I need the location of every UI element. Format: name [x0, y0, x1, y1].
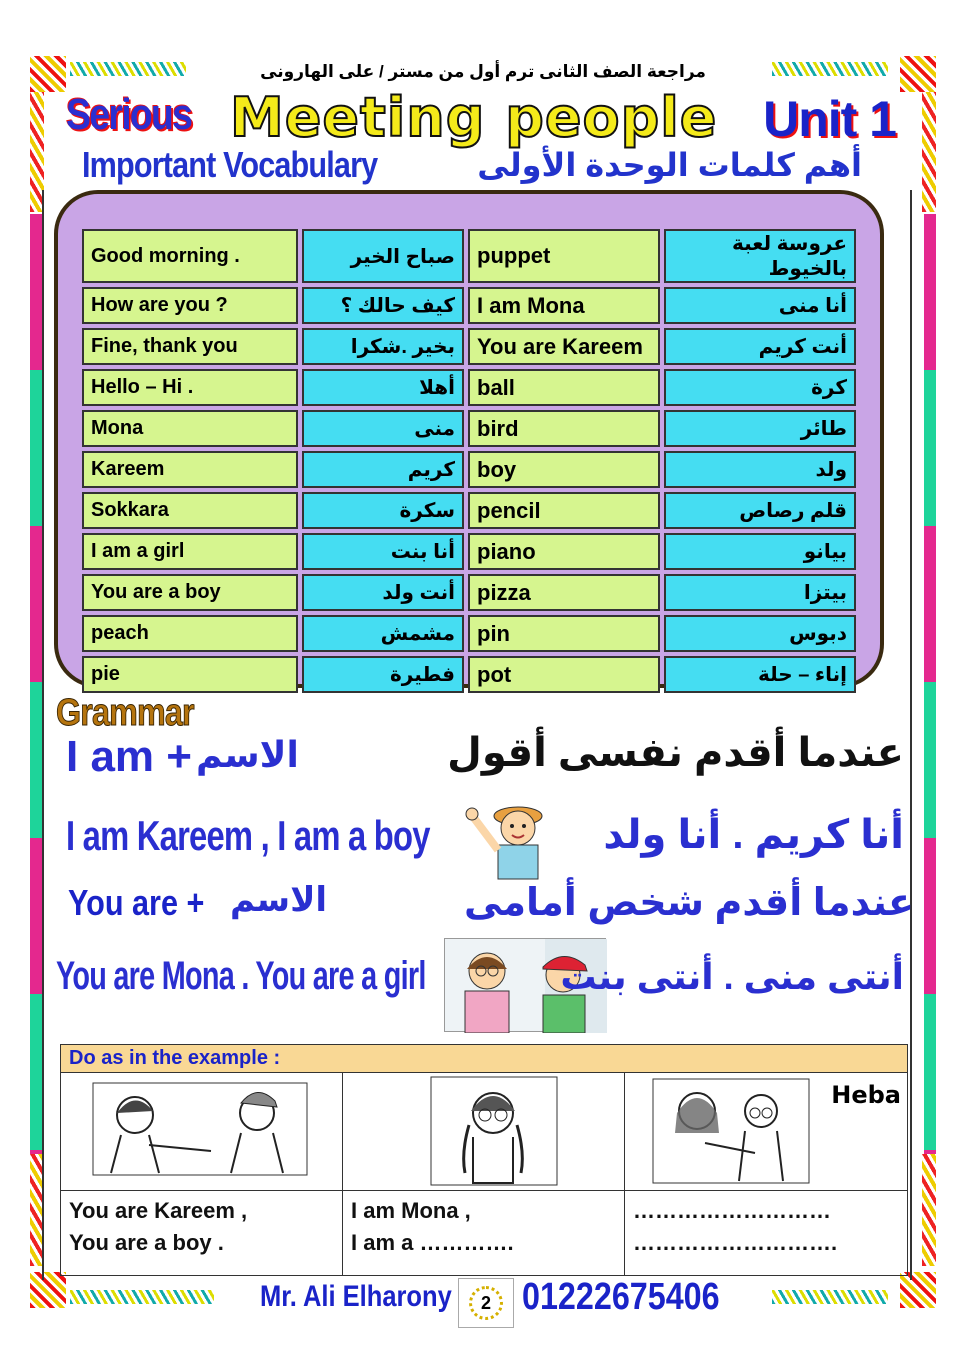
- vocab-row: [82, 369, 856, 406]
- page-number: 2: [469, 1286, 503, 1320]
- exercise-box: [60, 1044, 908, 1276]
- vocab-ar-meaning: بيانو: [664, 533, 856, 570]
- vocab-row: [82, 574, 856, 611]
- grammar-line3-en: You are +: [68, 882, 205, 923]
- exercise-cell-heba: [625, 1073, 907, 1275]
- vocab-heading-ar: أهم كلمات الوحدة الأولى: [477, 147, 862, 183]
- vocab-row: [82, 615, 856, 652]
- vocab-ar-meaning: كرة: [664, 369, 856, 406]
- frame-line: [910, 190, 912, 1280]
- vocab-ar-meaning: أهلا: [302, 369, 464, 406]
- vocab-heading: [82, 144, 862, 190]
- vocab-en-word: boy: [468, 451, 660, 488]
- vocab-ar-meaning: كيف حالك ؟: [302, 287, 464, 324]
- grammar-line3-ar: الاسم: [230, 881, 328, 919]
- vocab-en-word: How are you ?: [82, 287, 298, 324]
- vocab-ar-meaning: كريم: [302, 451, 464, 488]
- page-header-text: مراجعة الصف الثانى ترم أول من مستر / على الهارونى: [260, 62, 706, 81]
- vocab-row: [82, 492, 856, 529]
- vocab-heading-en: Important Vocabulary: [82, 144, 378, 185]
- vocab-row: [82, 410, 856, 447]
- grammar-title: Grammar: [56, 692, 194, 734]
- boy-waving-illustration: [456, 788, 574, 880]
- heba-name-label: Heba: [831, 1081, 901, 1109]
- vocab-ar-meaning: ولد: [664, 451, 856, 488]
- exercise-answer-heba: [625, 1191, 907, 1263]
- vocab-en-word: Good morning .: [82, 229, 298, 283]
- grammar-line1-ar-note: عندما أقدم نفسى أقول: [447, 731, 904, 775]
- border-right-top-deco: [922, 92, 936, 212]
- vocab-en-word: You are a boy: [82, 574, 298, 611]
- vocab-row: [82, 328, 856, 365]
- title-row: [66, 86, 896, 149]
- series-label: Serious: [66, 90, 192, 139]
- exercise-instruction: Do as in the example :: [61, 1045, 907, 1073]
- grammar-line2-ar: أنا كريم . أنا ولد: [603, 813, 904, 857]
- pointing-girls-illustration: [625, 1073, 907, 1191]
- page-footer: [0, 1276, 966, 1332]
- vocab-ar-meaning: قلم رصاص: [664, 492, 856, 529]
- vocab-ar-meaning: صباح الخير: [302, 229, 464, 283]
- page-number-badge: [458, 1278, 514, 1328]
- vocab-ar-meaning: سكرة: [302, 492, 464, 529]
- vocab-ar-meaning: بيتزا: [664, 574, 856, 611]
- vocab-row: [82, 287, 856, 324]
- border-right-strip: [924, 214, 936, 1154]
- grammar-line4-ar: أنتى منى . أنتى بنت: [560, 956, 904, 997]
- exercise-cell-mona: [343, 1073, 625, 1275]
- exercise-grid: [61, 1073, 907, 1275]
- grammar-line4-en: You are Mona . You are a girl: [56, 954, 426, 998]
- vocab-ar-meaning: أنا منى: [664, 287, 856, 324]
- vocab-en-word: pin: [468, 615, 660, 652]
- pointing-boys-illustration: [61, 1073, 342, 1191]
- exercise-line: You are a boy .: [69, 1230, 224, 1255]
- vocab-en-word: piano: [468, 533, 660, 570]
- vocab-ar-meaning: أنت كريم: [664, 328, 856, 365]
- unit-label: Unit 1: [763, 91, 896, 147]
- frame-line: [42, 190, 44, 1280]
- vocab-en-word: pencil: [468, 492, 660, 529]
- vocab-en-word: Kareem: [82, 451, 298, 488]
- vocab-table: [78, 225, 860, 697]
- vocab-ar-meaning: طائر: [664, 410, 856, 447]
- vocab-en-word: I am a girl: [82, 533, 298, 570]
- grammar-line3-ar-note: عندما أقدم شخص أمامى: [464, 882, 914, 924]
- border-right-bottom-deco: [922, 1154, 936, 1266]
- exercise-blank-line[interactable]: ……………………….: [633, 1230, 838, 1255]
- vocab-ar-meaning: أنت ولد: [302, 574, 464, 611]
- vocab-en-word: peach: [82, 615, 298, 652]
- exercise-answer-example: [61, 1191, 342, 1263]
- vocab-row: [82, 533, 856, 570]
- girl-with-glasses-illustration: [343, 1073, 624, 1191]
- vocab-en-word: Sokkara: [82, 492, 298, 529]
- vocab-en-word: pizza: [468, 574, 660, 611]
- vocab-en-word: pie: [82, 656, 298, 693]
- exercise-cell-example: [61, 1073, 343, 1275]
- vocab-ar-meaning: دبوس: [664, 615, 856, 652]
- vocab-en-word: ball: [468, 369, 660, 406]
- vocab-en-word: pot: [468, 656, 660, 693]
- vocab-en-word: Fine, thank you: [82, 328, 298, 365]
- grammar-line2-en: I am Kareem , I am a boy: [66, 812, 430, 859]
- vocab-en-word: Hello – Hi .: [82, 369, 298, 406]
- vocab-ar-meaning: أنا بنت: [302, 533, 464, 570]
- vocab-ar-meaning: فطيرة: [302, 656, 464, 693]
- vocab-ar-meaning: إناء – حلة: [664, 656, 856, 693]
- exercise-line[interactable]: I am a ………….: [351, 1230, 514, 1255]
- vocab-row: [82, 229, 856, 283]
- vocab-en-word: puppet: [468, 229, 660, 283]
- vocab-en-word: Mona: [82, 410, 298, 447]
- exercise-blank-line[interactable]: ………………………: [633, 1198, 831, 1223]
- phone-number: 01222675406: [522, 1276, 720, 1318]
- vocab-row: [82, 451, 856, 488]
- vocab-ar-meaning: منى: [302, 410, 464, 447]
- vocab-en-word: bird: [468, 410, 660, 447]
- vocab-row: [82, 656, 856, 693]
- vocab-ar-meaning: مشمش: [302, 615, 464, 652]
- border-left-strip: [30, 214, 42, 1154]
- grammar-line1-ar: الاسم: [196, 734, 299, 775]
- vocab-ar-meaning: بخير .شكرا: [302, 328, 464, 365]
- author-name: Mr. Ali Elharony: [260, 1280, 452, 1313]
- exercise-answer-mona: [343, 1191, 624, 1263]
- vocab-ar-meaning: عروسة لعبة بالخيوط: [664, 229, 856, 283]
- exercise-line: I am Mona ,: [351, 1198, 471, 1223]
- vocab-en-word: I am Mona: [468, 287, 660, 324]
- exercise-line: You are Kareem ,: [69, 1198, 248, 1223]
- vocab-en-word: You are Kareem: [468, 328, 660, 365]
- grammar-line1-en: I am +: [66, 732, 192, 781]
- page-title: Meeting people: [230, 86, 718, 149]
